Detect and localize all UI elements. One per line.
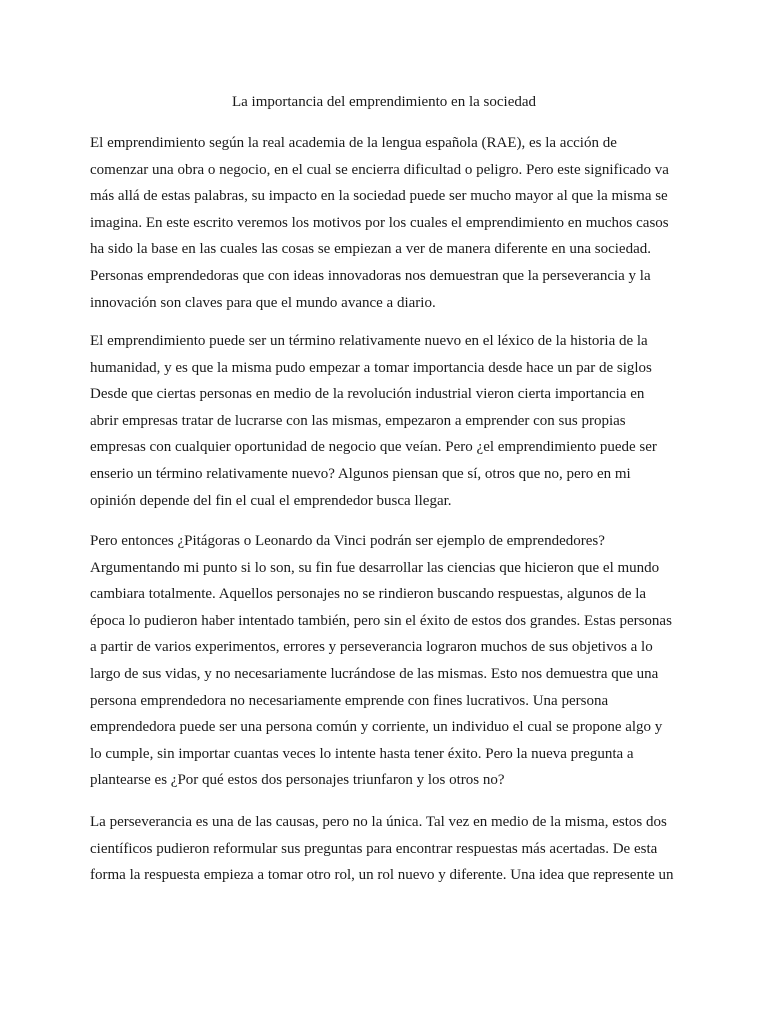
paragraph-2 — [90, 328, 690, 514]
paragraph-line: empresas con cualquier oportunidad de negocio que veían. Pero ¿el emprendimiento puede ser — [90, 439, 657, 456]
paragraph-line: ha sido la base en las cuales las cosas se empiezan a ver de manera diferente en una sociedad. — [90, 241, 651, 258]
paragraph-line: comenzar una obra o negocio, en el cual se encierra dificultad o peligro. Pero este significado va — [90, 161, 669, 178]
paragraph-line: opinión depende del fin el cual el emprendedor busca llegar. — [90, 492, 452, 509]
paragraph-1 — [90, 130, 690, 316]
paragraph-line: a partir de varios experimentos, errores y perseverancia lograron muchos de sus objetivos a lo — [90, 639, 653, 656]
paragraph-line: Desde que ciertas personas en medio de la revolución industrial vieron cierta importancia en — [90, 386, 645, 403]
paragraph-line: El emprendimiento según la real academia de la lengua española (RAE), es la acción de — [90, 135, 617, 151]
paragraph-line: La perseverancia es una de las causas, pero no la única. Tal vez en medio de la misma, estos dos — [90, 814, 667, 830]
paragraph-line: El emprendimiento puede ser un término relativamente nuevo en el léxico de la historia de la — [90, 333, 648, 349]
paragraph-line: plantearse es ¿Por qué estos dos personajes triunfaron y los otros no? — [90, 772, 505, 789]
paragraph-line: innovación son claves para que el mundo avance a diario. — [90, 294, 436, 311]
document-title: La importancia del emprendimiento en la sociedad — [231, 94, 537, 110]
paragraph-line: forma la respuesta empieza a tomar otro rol, un rol nuevo y diferente. Una idea que represente un — [90, 867, 674, 884]
paragraph-line: Pero entonces ¿Pitágoras o Leonardo da Vinci podrán ser ejemplo de emprendedores? — [90, 533, 605, 549]
paragraph-line: Personas emprendedoras que con ideas innovadoras nos demuestran que la perseverancia y la — [90, 267, 651, 284]
paragraph-line: emprendedora puede ser una persona común y corriente, un individuo el cual se propone algo y — [90, 719, 663, 736]
paragraph-line: persona emprendedora no necesariamente emprende con fines lucrativos. Una persona — [90, 692, 609, 709]
paragraph-4 — [90, 809, 690, 889]
paragraph-line: imagina. En este escrito veremos los motivos por los cuales el emprendimiento en muchos casos — [90, 214, 669, 231]
paragraph-line: largo de sus vidas, y no necesariamente lucrándose de las mismas. Esto nos demuestra que una — [90, 665, 659, 682]
paragraph-line: Argumentando mi punto si lo son, su fin fue desarrollar las ciencias que hicieron que el mundo — [90, 559, 660, 576]
paragraph-line: abrir empresas tratar de lucrarse con las mismas, empezaron a emprender con sus propias — [90, 412, 626, 429]
paragraph-line: lo cumple, sin importar cuantas veces lo intente hasta tener éxito. Pero la nueva pregunta a — [90, 745, 634, 762]
paragraph-line: cambiara totalmente. Aquellos personajes no se rindieron buscando respuestas, algunos de la — [90, 586, 647, 603]
paragraph-line: enserio un término relativamente nuevo? Algunos piensan que sí, otros que no, pero en mi — [90, 465, 631, 482]
paragraph-line: más allá de estas palabras, su impacto en la sociedad puede ser mucho mayor al que la misma se — [90, 188, 668, 205]
paragraph-line: humanidad, y es que la misma pudo empezar a tomar importancia desde hace un par de siglos — [90, 359, 652, 376]
paragraph-line: época lo pudieron haber intentado también, pero sin el éxito de estos dos grandes. Estas personas — [90, 612, 672, 629]
paragraph-line: científicos pudieron reformular sus preguntas para encontrar respuestas más acertadas. De esta — [90, 840, 658, 857]
paragraph-3 — [90, 528, 690, 794]
